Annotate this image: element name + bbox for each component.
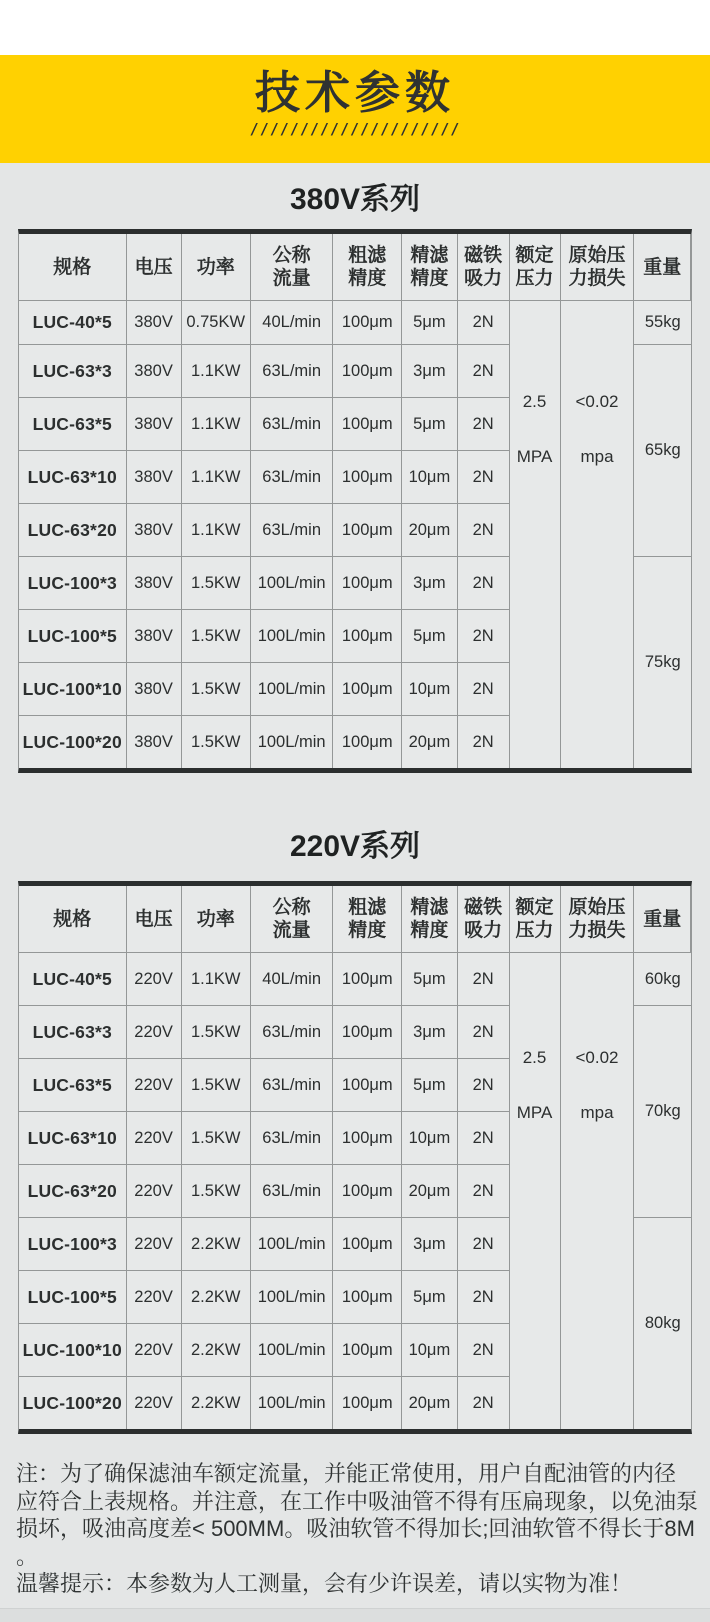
top-white-spacer [0, 0, 710, 55]
cell-line: MPA [516, 446, 553, 466]
value-cell: 20μm [402, 716, 458, 768]
spec-cell: LUC-100*20 [19, 1377, 127, 1429]
value-cell: 220V [127, 1271, 182, 1324]
value-cell: 2N [458, 301, 510, 345]
value-cell: 100μm [333, 1165, 402, 1218]
value-cell: 100μm [333, 345, 402, 398]
column-header [251, 886, 334, 953]
value-cell: 100μm [333, 610, 402, 663]
column-header [19, 234, 127, 301]
value-cell: 100L/min [251, 1218, 334, 1271]
column-header [127, 234, 182, 301]
pressure-loss-cell [561, 301, 635, 557]
cell-line: 力损失 [568, 920, 626, 941]
spec-cell: LUC-63*20 [19, 1165, 127, 1218]
column-header [19, 886, 127, 953]
table-row [19, 953, 691, 1006]
spec-cell: LUC-40*5 [19, 953, 127, 1006]
cell-line: 额定 [515, 897, 554, 918]
cell-line: 公称 [272, 897, 311, 918]
note-line: 注：为了确保滤油车额定流量，并能正常使用，用户自配油管的内径 [16, 1461, 677, 1486]
cell-line: 粗滤 [348, 897, 387, 918]
cell-line: 电压 [134, 908, 173, 930]
value-cell: 1.1KW [182, 953, 251, 1006]
value-cell: 220V [127, 1006, 182, 1059]
value-cell: 2N [458, 345, 510, 398]
value-cell: 380V [127, 451, 182, 504]
cell-line: 电压 [134, 256, 173, 278]
spec-cell: LUC-100*10 [19, 1324, 127, 1377]
value-cell: 5μm [402, 1271, 458, 1324]
note-line: 应符合上表规格。并注意，在工作中吸油管不得有压扁现象，以免油泵 [16, 1488, 699, 1514]
value-cell: 2N [458, 716, 510, 768]
series-220v-title: 220V系列 [289, 830, 421, 863]
cell-line: 额定 [515, 245, 554, 266]
cell-line: 规格 [53, 256, 92, 278]
value-cell: 380V [127, 663, 182, 716]
value-cell: 220V [127, 1377, 182, 1429]
cell-line: 磁铁 [464, 897, 503, 918]
value-cell: 63L/min [251, 451, 334, 504]
value-cell: 1.5KW [182, 1112, 251, 1165]
spec-cell: LUC-63*5 [19, 398, 127, 451]
spec-cell: LUC-100*10 [19, 663, 127, 716]
value-cell: 100μm [333, 451, 402, 504]
value-cell: 100μm [333, 1324, 402, 1377]
value-cell: 1.5KW [182, 663, 251, 716]
cell-line: MPA [516, 1103, 553, 1122]
weight-cell: 60kg [634, 953, 691, 1006]
cell-line: 粗滤 [348, 245, 387, 266]
cell-line: 流量 [272, 268, 311, 289]
spec-cell: LUC-100*3 [19, 1218, 127, 1271]
value-cell: 2.2KW [182, 1377, 251, 1429]
value-cell: 2N [458, 451, 510, 504]
cell-line: 吸力 [464, 268, 503, 289]
column-header [561, 234, 635, 301]
value-cell: 5μm [402, 1059, 458, 1112]
spec-cell: LUC-63*10 [19, 451, 127, 504]
bottom-strip [0, 1608, 710, 1622]
value-cell: 380V [127, 557, 182, 610]
column-header [634, 234, 691, 301]
banner [0, 55, 710, 163]
value-cell: 10μm [402, 1324, 458, 1377]
note-line: 。 [16, 1543, 39, 1569]
value-cell: 63L/min [251, 1112, 334, 1165]
cell-line: 规格 [53, 908, 92, 930]
cell-line: 2.5 [522, 1048, 547, 1067]
value-cell: 20μm [402, 1377, 458, 1429]
value-cell: 40L/min [251, 301, 334, 345]
column-header [458, 234, 510, 301]
value-cell: 5μm [402, 301, 458, 345]
column-header [251, 234, 334, 301]
cell-line: 精度 [410, 920, 449, 941]
value-cell: 2N [458, 663, 510, 716]
spec-table-220v [18, 881, 692, 1434]
table-row [19, 1218, 691, 1271]
spec-cell: LUC-63*10 [19, 1112, 127, 1165]
value-cell: 2N [458, 1165, 510, 1218]
cell-line: mpa [580, 446, 614, 466]
value-cell: 220V [127, 1218, 182, 1271]
value-cell: 220V [127, 1112, 182, 1165]
value-cell: 2N [458, 1271, 510, 1324]
value-cell: 10μm [402, 663, 458, 716]
cell-line: 精度 [348, 268, 387, 289]
value-cell: 10μm [402, 1112, 458, 1165]
value-cell: 1.5KW [182, 1006, 251, 1059]
value-cell: 5μm [402, 953, 458, 1006]
value-cell: 3μm [402, 557, 458, 610]
value-cell: 2N [458, 1324, 510, 1377]
value-cell: 1.5KW [182, 557, 251, 610]
cell-line: <0.02 [575, 391, 619, 411]
weight-cell: 80kg [644, 1314, 681, 1332]
spec-cell: LUC-40*5 [19, 301, 127, 345]
rated-pressure-cell [510, 301, 561, 557]
value-cell: 1.1KW [182, 451, 251, 504]
value-cell: 63L/min [251, 1006, 334, 1059]
table-row [19, 301, 691, 345]
value-cell: 380V [127, 301, 182, 345]
value-cell: 220V [127, 953, 182, 1006]
value-cell: 1.5KW [182, 1165, 251, 1218]
value-cell: 63L/min [251, 1165, 334, 1218]
value-cell: 100μm [333, 301, 402, 345]
value-cell: 2N [458, 953, 510, 1006]
value-cell: 2N [458, 1218, 510, 1271]
value-cell: 1.1KW [182, 345, 251, 398]
value-cell: 100L/min [251, 1271, 334, 1324]
value-cell: 100μm [333, 1218, 402, 1271]
column-header [182, 886, 251, 953]
table-row [19, 557, 691, 610]
cell-line: 2.5 [522, 391, 547, 411]
value-cell: 100μm [333, 1112, 402, 1165]
column-header [182, 234, 251, 301]
value-cell: 380V [127, 398, 182, 451]
rated-pressure-cell [510, 953, 561, 1218]
value-cell: 2N [458, 1006, 510, 1059]
column-header [510, 234, 561, 301]
value-cell: 100μm [333, 504, 402, 557]
column-header [510, 886, 561, 953]
weight-cell: 70kg [634, 1006, 691, 1218]
spec-cell: LUC-100*5 [19, 610, 127, 663]
cell-line: mpa [580, 1103, 614, 1122]
value-cell: 1.5KW [182, 1059, 251, 1112]
value-cell: 1.5KW [182, 610, 251, 663]
cell-line: 重量 [643, 256, 682, 278]
value-cell: 2N [458, 1059, 510, 1112]
column-header [561, 886, 635, 953]
value-cell: 100μm [333, 557, 402, 610]
spec-cell: LUC-100*20 [19, 716, 127, 768]
header-row [19, 886, 691, 953]
decorative-slashes: ///////////////////// [249, 120, 461, 138]
value-cell: 3μm [402, 345, 458, 398]
value-cell: 100L/min [251, 557, 334, 610]
column-header [333, 234, 402, 301]
value-cell: 380V [127, 610, 182, 663]
header-row [19, 234, 691, 301]
column-header [458, 886, 510, 953]
value-cell: 100μm [333, 663, 402, 716]
value-cell: 0.75KW [182, 301, 251, 345]
cell-line: 力损失 [568, 268, 626, 289]
spec-table-380v [18, 229, 692, 773]
cell-line: 功率 [196, 256, 235, 278]
cell-line: 精度 [348, 920, 387, 941]
column-header [127, 886, 182, 953]
spec-cell: LUC-63*5 [19, 1059, 127, 1112]
weight-cell: 55kg [634, 301, 691, 345]
value-cell: 5μm [402, 610, 458, 663]
cell-line: 精滤 [410, 897, 449, 918]
value-cell: 100μm [333, 1377, 402, 1429]
value-cell: 63L/min [251, 1059, 334, 1112]
value-cell: 220V [127, 1324, 182, 1377]
cell-line: 压力 [515, 920, 554, 941]
value-cell: 2N [458, 504, 510, 557]
value-cell: 63L/min [251, 504, 334, 557]
value-cell: 220V [127, 1165, 182, 1218]
value-cell: 40L/min [251, 953, 334, 1006]
column-header [333, 886, 402, 953]
rated-pressure-empty-cell [510, 557, 561, 768]
value-cell: 100μm [333, 1006, 402, 1059]
cell-line: 压力 [515, 268, 554, 289]
value-cell: 3μm [402, 1218, 458, 1271]
spec-cell: LUC-63*3 [19, 1006, 127, 1059]
value-cell: 2.2KW [182, 1324, 251, 1377]
pressure-loss-empty-cell [561, 1218, 635, 1429]
value-cell: 2N [458, 557, 510, 610]
pressure-loss-cell [561, 953, 635, 1218]
spec-cell: LUC-100*5 [19, 1271, 127, 1324]
spec-cell: LUC-63*3 [19, 345, 127, 398]
cell-line: 磁铁 [464, 245, 503, 266]
value-cell: 3μm [402, 1006, 458, 1059]
value-cell: 380V [127, 345, 182, 398]
value-cell: 220V [127, 1059, 182, 1112]
value-cell: 5μm [402, 398, 458, 451]
value-cell: 100μm [333, 1059, 402, 1112]
column-header [634, 886, 691, 953]
value-cell: 2N [458, 398, 510, 451]
spec-cell: LUC-63*20 [19, 504, 127, 557]
value-cell: 100μm [333, 398, 402, 451]
value-cell: 20μm [402, 504, 458, 557]
value-cell: 100μm [333, 716, 402, 768]
value-cell: 100L/min [251, 1377, 334, 1429]
rated-pressure-empty-cell [510, 1218, 561, 1429]
value-cell: 1.1KW [182, 504, 251, 557]
value-cell: 100L/min [251, 716, 334, 768]
value-cell: 100L/min [251, 663, 334, 716]
series-380v-title: 380V系列 [289, 183, 421, 216]
spec-cell: LUC-100*3 [19, 557, 127, 610]
cell-line: 吸力 [464, 920, 503, 941]
cell-line: <0.02 [575, 1048, 619, 1067]
value-cell: 2N [458, 1377, 510, 1429]
cell-line: 精度 [410, 268, 449, 289]
cell-line: 功率 [196, 908, 235, 930]
cell-line: 流量 [272, 920, 311, 941]
cell-line: 重量 [643, 908, 682, 930]
value-cell: 100L/min [251, 610, 334, 663]
column-header [402, 234, 458, 301]
note-line: 损坏，吸油高度差< 500MM。吸油软管不得加长;回油软管不得长于8M [16, 1516, 695, 1541]
pressure-loss-empty-cell [561, 557, 635, 768]
value-cell: 100L/min [251, 1324, 334, 1377]
value-cell: 380V [127, 504, 182, 557]
notes [16, 1460, 699, 1598]
value-cell: 2N [458, 1112, 510, 1165]
value-cell: 20μm [402, 1165, 458, 1218]
value-cell: 1.1KW [182, 398, 251, 451]
value-cell: 2.2KW [182, 1218, 251, 1271]
value-cell: 63L/min [251, 345, 334, 398]
value-cell: 10μm [402, 451, 458, 504]
cell-line: 公称 [272, 245, 311, 266]
page-title: 技术参数 [254, 67, 455, 118]
value-cell: 2N [458, 610, 510, 663]
cell-line: 原始压 [568, 897, 626, 918]
value-cell: 2.2KW [182, 1271, 251, 1324]
value-cell: 380V [127, 716, 182, 768]
value-cell: 1.5KW [182, 716, 251, 768]
cell-line: 精滤 [410, 245, 449, 266]
value-cell: 100μm [333, 953, 402, 1006]
weight-cell: 65kg [634, 345, 691, 557]
weight-cell: 75kg [644, 653, 681, 671]
column-header [402, 886, 458, 953]
tip-line: 温馨提示：本参数为人工测量，会有少许误差，请以实物为准！ [16, 1571, 633, 1596]
cell-line: 原始压 [568, 245, 626, 266]
value-cell: 100μm [333, 1271, 402, 1324]
value-cell: 63L/min [251, 398, 334, 451]
